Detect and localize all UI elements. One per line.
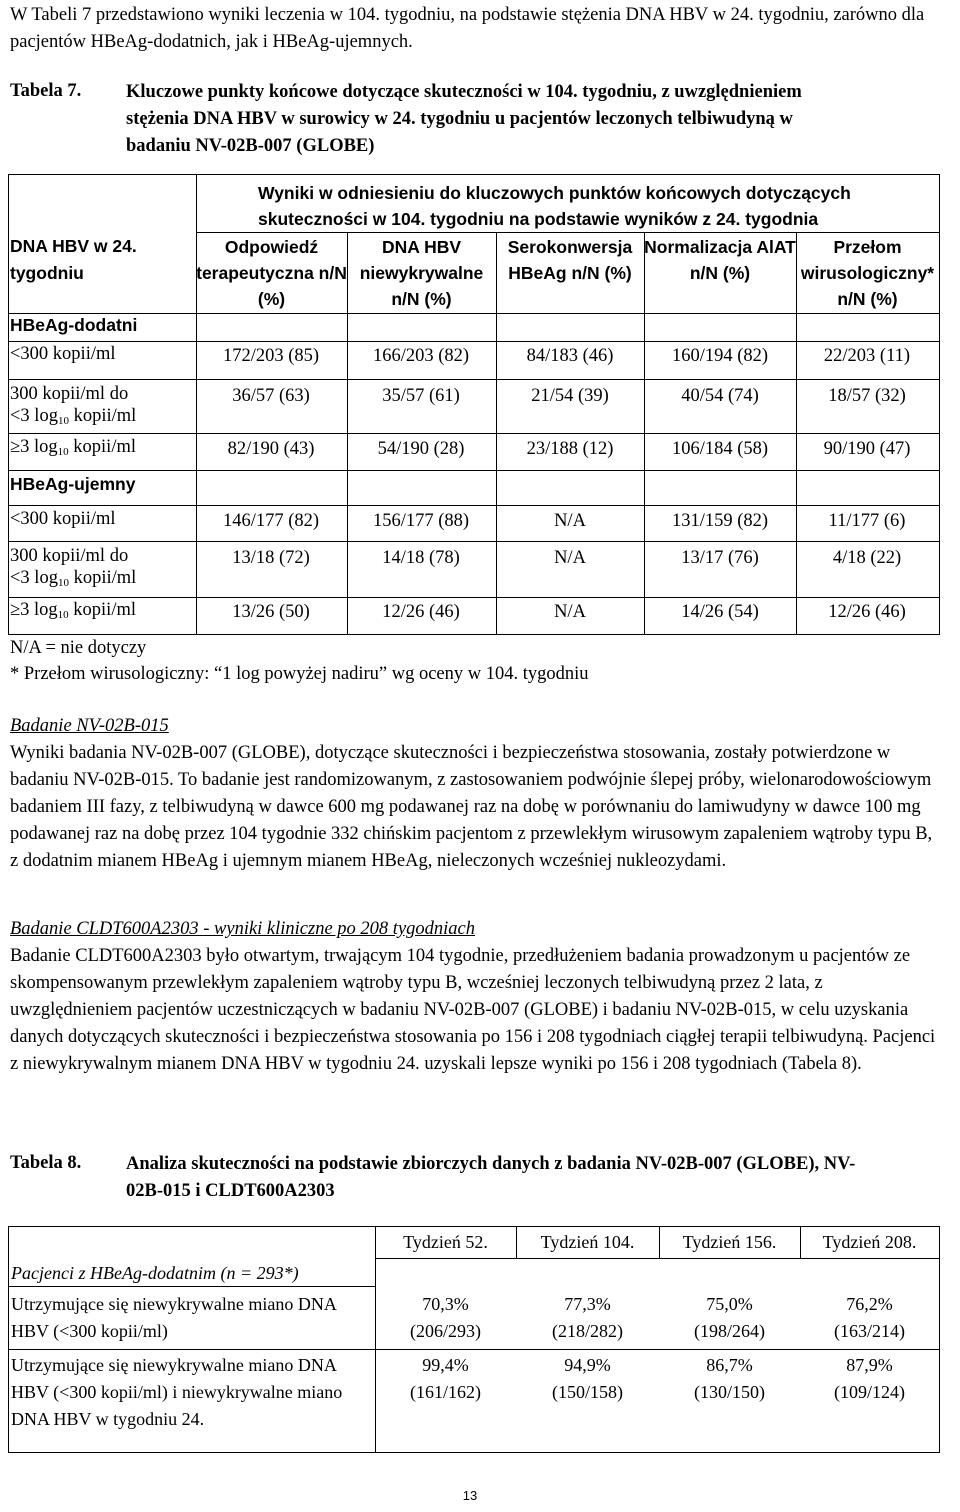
t7-vrule bbox=[796, 313, 797, 341]
t8-value-cell: (109/124) bbox=[834, 1382, 905, 1402]
t7-value-cell: 131/159 (82) bbox=[671, 511, 769, 531]
t7-value-cell: 172/203 (85) bbox=[222, 346, 320, 366]
t8-value-cell: (218/282) bbox=[552, 1321, 623, 1341]
t7-rule bbox=[8, 541, 940, 542]
table7-label: Tabela 7. bbox=[10, 81, 82, 101]
t7-value-cell: 40/54 (74) bbox=[681, 386, 759, 406]
t7-value-cell: 84/183 (46) bbox=[526, 346, 614, 366]
t7-value-cell: 14/18 (78) bbox=[382, 548, 460, 568]
t8-row-label: Utrzymujące się niewykrywalne miano DNA HBV (<300 kopii/ml) bbox=[11, 1294, 336, 1341]
t7-col-header: DNA HBV niewykrywalne n/N (%) bbox=[359, 237, 484, 309]
t7-value-cell: 106/184 (58) bbox=[671, 439, 769, 459]
t7-value-cell: 90/190 (47) bbox=[823, 439, 911, 459]
t8-value-cell: (150/158) bbox=[552, 1382, 623, 1402]
t7-value-cell: 146/177 (82) bbox=[222, 511, 320, 531]
t7-vrule bbox=[347, 313, 348, 341]
t7-value-cell: 11/177 (6) bbox=[828, 511, 906, 531]
t7-group-rule bbox=[196, 232, 940, 233]
t7-value-cell: N/A bbox=[554, 511, 586, 531]
table7-caption: Kluczowe punkty końcowe dotyczące skuteczności w 104. tygodniu, z uwzględnieniem stężenia DNA HBV w surowicy w 24. tygodniu u pacjentów leczonych telbiwudyną w badaniu NV-02B-007 (GLOBE) bbox=[126, 82, 802, 156]
t7-vrule bbox=[496, 313, 497, 341]
table8-label: Tabela 8. bbox=[10, 1153, 82, 1173]
t8-row-label: Utrzymujące się niewykrywalne miano DNA HBV (<300 kopii/ml) i niewykrywalne miano DNA HBV w tygodniu 24. bbox=[11, 1355, 343, 1429]
t8-value-cell: (161/162) bbox=[410, 1382, 481, 1402]
t8-col-header: Tydzień 156. bbox=[682, 1232, 777, 1252]
t8-value-cell: (163/214) bbox=[834, 1321, 905, 1341]
t7-row-label: ≥3 $\log_{10}$ kopii/ml bbox=[10, 437, 136, 458]
t7-rule bbox=[8, 505, 940, 506]
t8-col-header: Tydzień 104. bbox=[540, 1232, 635, 1252]
t7-value-cell: 22/203 (11) bbox=[823, 346, 911, 366]
t7-value-cell: 13/17 (76) bbox=[681, 548, 759, 568]
t7-row-label: <300 kopii/ml bbox=[10, 509, 116, 529]
t7-value-cell: 21/54 (39) bbox=[531, 386, 609, 406]
t7-value-cell: 36/57 (63) bbox=[232, 386, 310, 406]
t7-header-rule bbox=[8, 313, 940, 314]
t8-rule bbox=[375, 1258, 940, 1259]
t7-footnote: N/A = nie dotyczy bbox=[10, 638, 147, 658]
t7-value-cell: 166/203 (82) bbox=[372, 346, 470, 366]
t7-rule bbox=[8, 341, 940, 342]
t7-row-label: 300 kopii/ml do <3 $\log_{10}$ kopii/ml bbox=[10, 546, 137, 589]
t8-value-cell: (130/150) bbox=[694, 1382, 765, 1402]
study-cldt-heading: Badanie CLDT600A2303 - wyniki kliniczne po 208 tygodniach bbox=[10, 919, 476, 939]
t7-col-header: Normalizacja AlAT n/N (%) bbox=[644, 237, 796, 283]
t7-row-header: DNA HBV w 24. tygodniu bbox=[10, 236, 137, 283]
t8-value-cell: 94,9% bbox=[564, 1355, 611, 1375]
t7-col-header: Odpowiedź terapeutyczna n/N (%) bbox=[196, 237, 347, 309]
t8-value-cell: 76,2% bbox=[846, 1294, 893, 1314]
t8-rule bbox=[8, 1452, 940, 1453]
t7-value-cell: 54/190 (28) bbox=[377, 439, 465, 459]
t7-value-cell: 18/57 (32) bbox=[828, 386, 906, 406]
t7-value-cell: 13/26 (50) bbox=[232, 602, 310, 622]
study-015-text: Wyniki badania NV-02B-007 (GLOBE), dotyczące skuteczności i bezpieczeństwa stosowania, zostały potwierdzone w badaniu NV-02B-015. To badanie jest randomizowanym, z zastosowaniem podwójnie ślepej próby, wielonarodowościowym badaniem III fazy, z telbiwudyną w dawce 600 mg podawanej raz na dobę w porównaniu do lamiwudyny w dawce 100 mg podawanej raz na dobę przez 104 tygodnie 332 chińskim pacjentom z przewlekłym wirusowym zapaleniem wątroby typu B, z dodatnim mianem HBeAg i ujemnym mianem HBeAg, nieleczonych wcześniej nukleozydami. bbox=[10, 743, 933, 871]
t8-col-header: Tydzień 52. bbox=[403, 1232, 488, 1252]
t8-value-cell: (206/293) bbox=[410, 1321, 481, 1341]
t8-value-cell: (198/264) bbox=[694, 1321, 765, 1341]
t7-value-cell: 14/26 (54) bbox=[681, 602, 759, 622]
t7-value-cell: 156/177 (88) bbox=[372, 511, 470, 531]
t8-value-cell: 86,7% bbox=[706, 1355, 753, 1375]
t7-vrule bbox=[644, 313, 645, 341]
t7-value-cell: N/A bbox=[554, 548, 586, 568]
t7-footnote: * Przełom wirusologiczny: “1 log powyżej nadiru” wg oceny w 104. tygodniu bbox=[10, 664, 589, 684]
t7-value-cell: N/A bbox=[554, 602, 586, 622]
t8-value-cell: 87,9% bbox=[846, 1355, 893, 1375]
t8-group-label: Pacjenci z HBeAg-dodatnim (n = 293*) bbox=[11, 1263, 299, 1283]
t7-value-cell: 160/194 (82) bbox=[671, 346, 769, 366]
t7-row-label: <300 kopii/ml bbox=[10, 344, 116, 364]
t7-vrule bbox=[8, 174, 9, 634]
t7-section-title: HBeAg-ujemny bbox=[10, 474, 136, 494]
t7-row-label: ≥3 $\log_{10}$ kopii/ml bbox=[10, 600, 136, 621]
t7-value-cell: 82/190 (43) bbox=[227, 439, 315, 459]
t8-vrule bbox=[8, 1226, 9, 1452]
t7-col-header: Serokonwersja HBeAg n/N (%) bbox=[507, 237, 633, 283]
t7-value-cell: 12/26 (46) bbox=[828, 602, 906, 622]
t7-section-title: HBeAg-dodatni bbox=[10, 315, 138, 335]
t7-rule bbox=[8, 597, 940, 598]
t8-value-cell: 75,0% bbox=[706, 1294, 753, 1314]
t7-rule bbox=[8, 470, 940, 471]
study-cldt-text: Badanie CLDT600A2303 było otwartym, trwającym 104 tygodnie, przedłużeniem badania prowadzonym u pacjentów ze skompensowanym przewlekłym zapaleniem wątroby typu B, wcześniej leczonych telbiwudyną przez 2 lata, z uwzględnieniem pacjentów uczestniczących w badaniu NV-02B-007 (GLOBE) i badaniu NV-02B-015, w celu uzyskania danych dotyczących skuteczności i bezpieczeństwa stosowania po 156 i 208 tygodniach ciągłej terapii telbiwudyną. Pacjenci z niewykrywalnym mianem DNA HBV w tygodniu 24. uzyskali lepsze wyniki po 156 i 208 tygodniach (Tabela 8). bbox=[10, 946, 936, 1074]
t8-value-cell: 77,3% bbox=[564, 1294, 611, 1314]
t8-vrule bbox=[939, 1226, 940, 1452]
t8-value-cell: 99,4% bbox=[422, 1355, 469, 1375]
t7-top-rule bbox=[8, 174, 940, 175]
t7-rule bbox=[8, 379, 940, 380]
t8-rule bbox=[8, 1349, 940, 1350]
t8-col-header: Tydzień 208. bbox=[822, 1232, 917, 1252]
t7-value-cell: 13/18 (72) bbox=[232, 548, 310, 568]
t8-value-cell: 70,3% bbox=[422, 1294, 469, 1314]
intro-paragraph: W Tabeli 7 przedstawiono wyniki leczenia w 104. tygodniu, na podstawie stężenia DNA HBV w 24. tygodniu, zarówno dla pacjentów HBeAg-dodatnich, jak i HBeAg-ujemnych. bbox=[10, 5, 925, 52]
t7-value-cell: 4/18 (22) bbox=[832, 548, 902, 568]
t7-row-label: 300 kopii/ml do <3 $\log_{10}$ kopii/ml bbox=[10, 384, 137, 427]
t7-rule bbox=[8, 433, 940, 434]
t7-vrule bbox=[196, 313, 197, 341]
study-015-heading: Badanie NV-02B-015 bbox=[10, 716, 169, 736]
t7-col-header: Przełom wirusologiczny* n/N (%) bbox=[800, 237, 935, 309]
t7-bottom-rule bbox=[8, 634, 940, 635]
t7-value-cell: 35/57 (61) bbox=[382, 386, 460, 406]
t7-group-header: Wyniki w odniesieniu do kluczowych punktów końcowych dotyczących skuteczności w 104. tygodniu na podstawie wyników z 24. tygodnia bbox=[258, 183, 851, 229]
t7-value-cell: 12/26 (46) bbox=[382, 602, 460, 622]
table8-caption: Analiza skuteczności na podstawie zbiorczych danych z badania NV-02B-007 (GLOBE), NV-02B-015 i CLDT600A2303 bbox=[126, 1154, 856, 1201]
page-number: 13 bbox=[462, 1488, 478, 1503]
t7-value-cell: 23/188 (12) bbox=[526, 439, 614, 459]
